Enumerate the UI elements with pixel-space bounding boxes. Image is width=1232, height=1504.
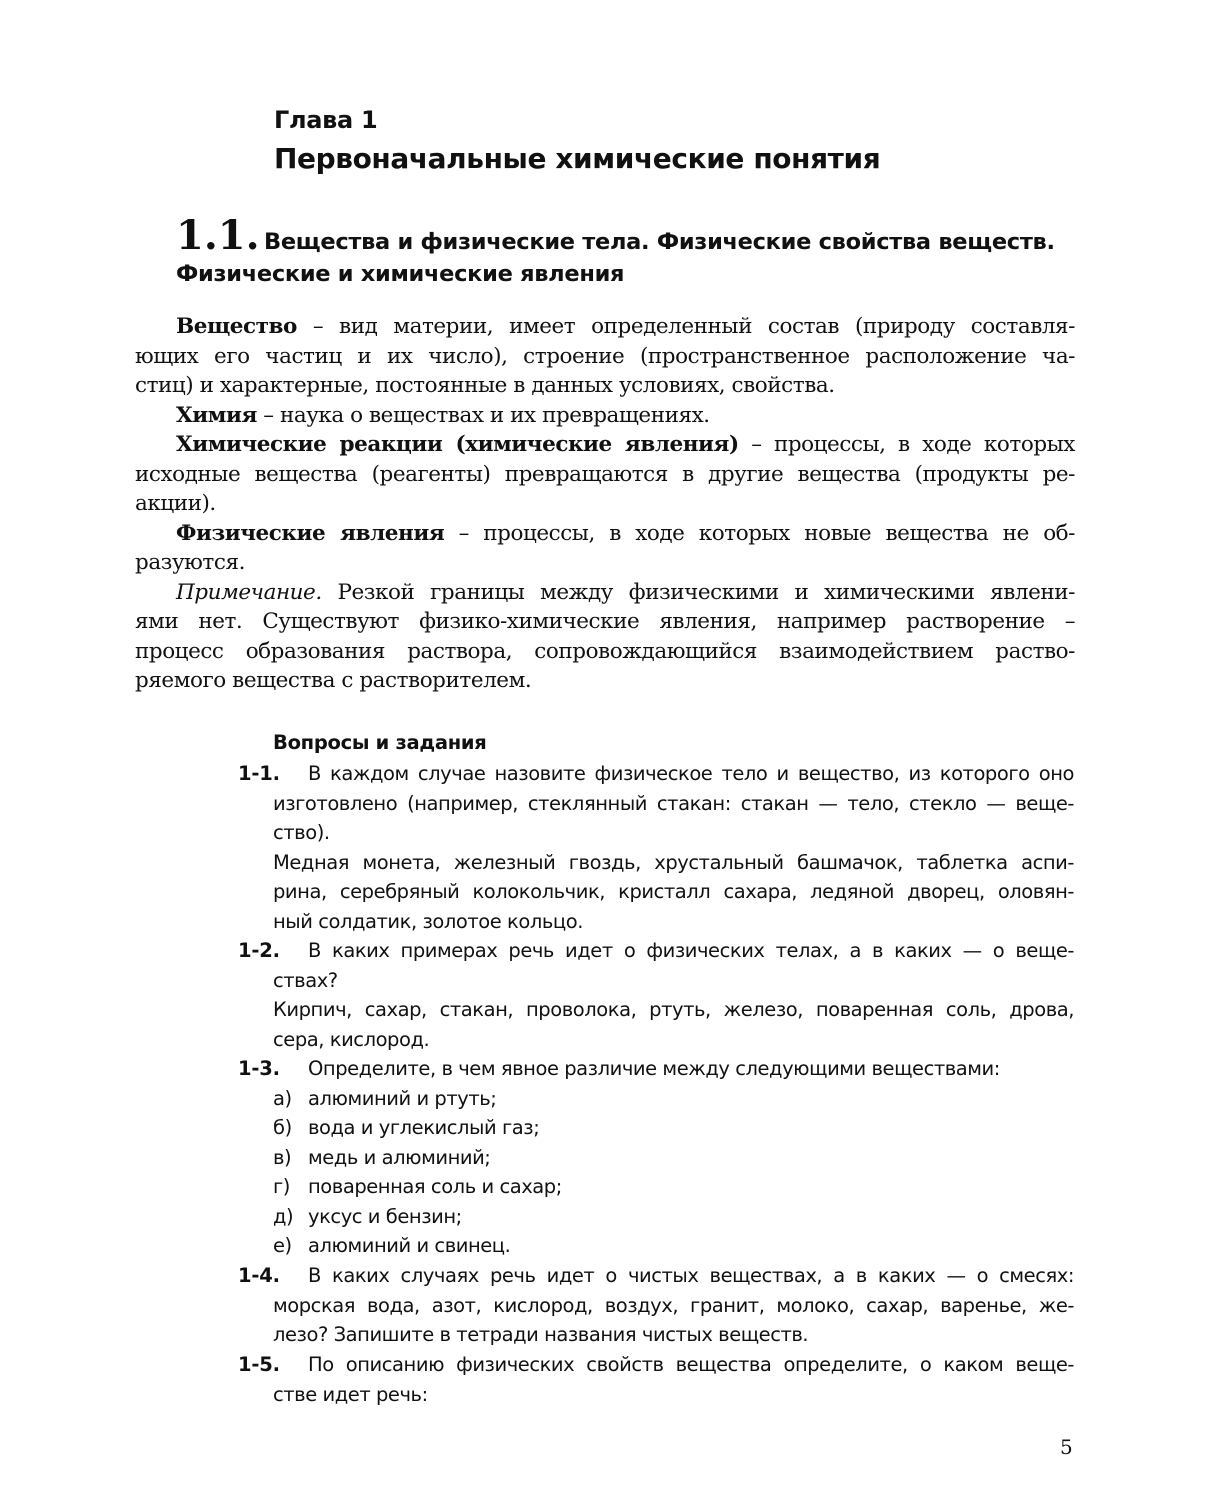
answer-option [238,1172,1074,1202]
task-line: По описанию физических свойств вещества определите, о каком веще- [308,1353,1074,1376]
term-note: Примечание. [176,579,322,605]
task-line: Кирпич, сахар, стакан, проволока, ртуть, железо, поваренная соль, дрова, [273,998,1074,1021]
section-title-line: Вещества и физические тела. Физические свойства веществ. [264,229,1055,255]
chapter-title: Первоначальные химические понятия [274,142,881,175]
task-line: ство). [273,821,330,844]
answer-option [238,1113,1074,1143]
term-chemical-reactions: Химические реакции (химические явления) [176,432,739,457]
section-number: 1.1. [176,212,260,259]
paragraph-line: процесс образования раствора, сопровождающийся взаимодействием раство- [135,638,1075,664]
paragraph-line: Вещество – вид материи, имеет определенный состав (природу составля- [176,314,1075,339]
task-line: изготовлено (например, стеклянный стакан: стакан — тело, стекло — веще- [273,791,1074,815]
task-number: 1-4. [238,1264,280,1287]
section-title [176,226,1076,290]
task-1-1 [238,759,1074,936]
option-letter: е) [273,1234,292,1257]
task-1-3 [238,1054,1074,1261]
task-line: лезо? Запишите в тетради названия чистых веществ. [273,1323,809,1346]
option-letter: а) [273,1086,292,1110]
option-letter: в) [273,1145,292,1169]
option-letter: д) [273,1204,294,1228]
answer-option [238,1084,1074,1114]
paragraph-line: ряемого вещества с растворителем. [135,668,532,693]
page-number: 5 [1060,1435,1073,1459]
task-line: ный солдатик, золотое кольцо. [273,909,583,933]
paragraph-line: Физические явления – процессы, в ходе которых новые вещества не об- [176,520,1075,546]
task-line: стве идет речь: [273,1382,428,1406]
term-chemistry: Химия [176,402,257,428]
paragraph-line: стиц) и характерные, постоянные в данных условиях, свойства. [135,373,835,398]
task-1-2 [238,936,1074,1054]
task-number: 1-1. [238,762,280,785]
option-text: алюминий и свинец. [308,1234,511,1257]
task-line: Медная монета, железный гвоздь, хрустальный башмачок, таблетка аспи- [273,850,1074,874]
answer-option [238,1231,1074,1261]
task-line: В каких случаях речь идет о чистых веществах, а в каких — о смесях: [308,1264,1074,1287]
paragraph-line: исходные вещества (реагенты) превращаются в другие вещества (продукты ре- [135,461,1075,487]
task-number: 1-3. [238,1057,280,1080]
chapter-label: Глава 1 [274,106,378,134]
answer-option [238,1143,1074,1173]
task-1-5 [238,1350,1074,1409]
task-number: 1-5. [238,1353,280,1376]
answer-option [238,1202,1074,1232]
task-line: В каждом случае назовите физическое тело и вещество, из которого оно [308,762,1074,785]
task-line: рина, серебряный колокольчик, кристалл сахара, ледяной дворец, оловян- [273,880,1074,903]
option-text: уксус и бензин; [308,1204,462,1228]
section-title-line: Физические и химические явления [176,261,625,287]
task-1-4 [238,1261,1074,1350]
task-line: сера, кислород. [273,1027,430,1051]
option-text: вода и углекислый газ; [308,1116,540,1139]
option-text: поваренная соль и сахар; [308,1175,562,1198]
option-text: алюминий и ртуть; [308,1086,497,1110]
paragraph-line: Химия – наука о веществах и их превращениях. [176,402,710,428]
paragraph-line: Химические реакции (химические явления) – процессы, в ходе которых [176,432,1075,457]
body-text [135,312,1075,696]
option-letter: б) [273,1116,292,1139]
task-line: ствах? [273,968,338,992]
paragraph-line: ями нет. Существуют физико-химические явления, например растворение – [135,609,1075,634]
paragraph-line: ющих его частиц и их число), строение (пространственное расположение ча- [135,343,1075,369]
task-line: морская вода, азот, кислород, воздух, гранит, молоко, сахар, варенье, же- [273,1293,1074,1317]
paragraph-line: акции). [135,491,216,516]
option-letter: г) [273,1175,290,1198]
task-number: 1-2. [238,939,280,962]
task-line: Определите, в чем явное различие между следующими веществами: [308,1057,1000,1080]
questions-heading: Вопросы и задания [273,731,487,754]
option-text: медь и алюминий; [308,1145,491,1169]
term-substance: Вещество [176,314,297,339]
task-line: В каких примерах речь идет о физических телах, а в каких — о веще- [308,939,1074,962]
term-physical-phenomena: Физические явления [176,520,445,546]
paragraph-line: Примечание. Резкой границы между физическими и химическими явлени- [176,579,1075,605]
paragraph-line: разуются. [135,550,245,575]
